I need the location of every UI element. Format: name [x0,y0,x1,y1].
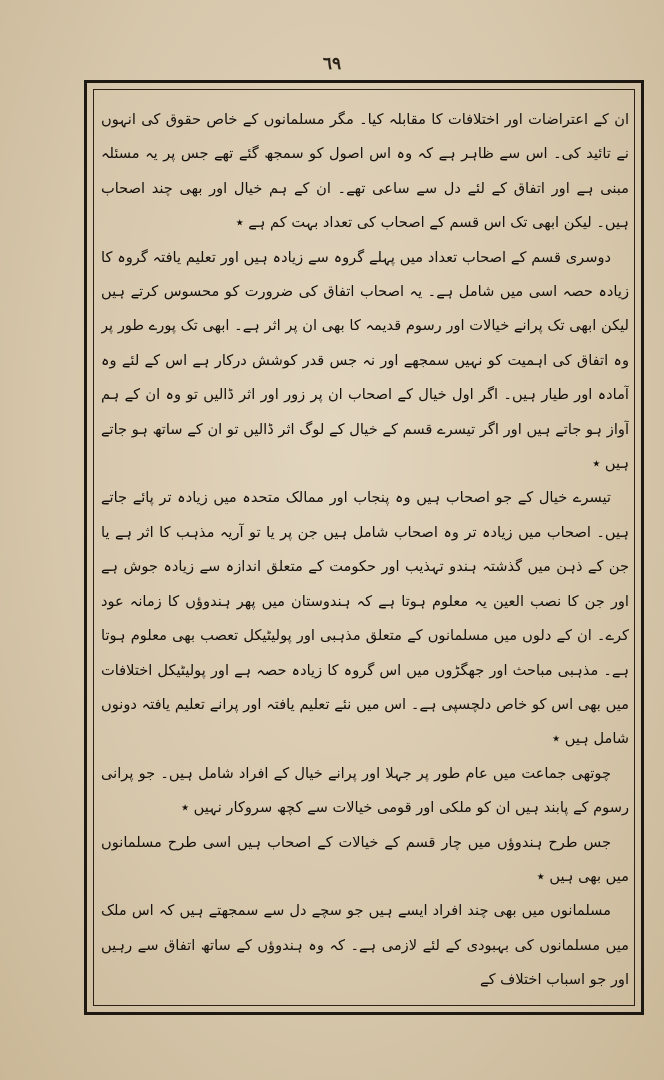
paragraph-3: تیسرے خیال کے جو اصحاب ہیں وہ پنجاب اور ممالک متحدہ میں زیادہ تر پائے جاتے ہیں۔ اصحاب میں زیادہ تر وہ اصحاب شامل ہیں جن پر یا تو آریہ مذہب کا اثر ہے یا جن کے ذہن میں گذشتہ ہندو تہذیب اور حکومت کے متعلق اندازہ سے زیادہ جوش ہے اور جن کا نصب العین یہ معلوم ہوتا ہے کہ ہندوستان میں پھر ہندوؤں کا زمانہ عود کرے۔ ان کے دلوں میں مسلمانوں کے متعلق مذہبی اور پولیٹیکل تعصب بھی معلوم ہوتا ہے۔ مذہبی مباحث اور جھگڑوں میں اس گروہ کا زیادہ حصہ ہے اور پولیٹیکل اختلافات میں بھی اس کو خاص دلچسپی ہے۔ اس میں نئے تعلیم یافتہ اور پرانے تعلیم یافتہ دونوں شامل ہیں ٭ [101,489,629,748]
paragraph-1: ان کے اعتراضات اور اختلافات کا مقابلہ کیا۔ مگر مسلمانوں کے خاص حقوق کی انہوں نے تائید کی۔ اس سے ظاہر ہے کہ وہ اس اصول کو سمجھ گئے تھے جس پر یہ مسئلہ مبنی ہے اور اتفاق کے لئے دل سے ساعی تھے۔ ان کے ہم خیال اور بھی چند اصحاب ہیں۔ لیکن ابھی تک اس قسم کے اصحاب کی تعداد بہت کم ہے ٭ [101,111,629,232]
page-number: ٦٩ [322,54,342,74]
paragraph-5: جس طرح ہندوؤں میں چار قسم کے خیالات کے اصحاب ہیں اسی طرح مسلمانوں میں بھی ہیں ٭ [101,833,629,885]
body-text [101,103,629,1004]
paragraph-2: دوسری قسم کے اصحاب تعداد میں پہلے گروہ سے زیادہ ہیں اور تعلیم یافتہ گروہ کا زیادہ حصہ اسی میں شامل ہے۔ یہ اصحاب اتفاق کی ضرورت کو محسوس کرتے ہیں لیکن ابھی تک پرانے خیالات اور رسوم قدیمہ کا بھی ان پر اثر ہے۔ ابھی تک پورے طور پر وہ اتفاق کی اہمیت کو نہیں سمجھے اور نہ جس قدر کوشش درکار ہے اس کے لئے وہ آمادہ اور طیار ہیں۔ اگر اول خیال کے اصحاب ان پر زور اور اثر ڈالیں تو وہ ان کے ہم آواز ہو جاتے ہیں اور اگر تیسرے قسم کے خیال کے لوگ اثر ڈالیں تو ان کے ساتھ ہو جاتے ہیں ٭ [101,248,629,473]
paragraph-6: مسلمانوں میں بھی چند افراد ایسے ہیں جو سچے دل سے سمجھتے ہیں کہ اس ملک میں مسلمانوں کی بہبودی کے لئے لازمی ہے۔ کہ وہ ہندوؤں کے ساتھ اتفاق سے رہیں اور جو اسباب اختلاف کے [101,902,629,989]
paragraph-4: چوتھی جماعت میں عام طور پر جہلا اور پرانے خیال کے افراد شامل ہیں۔ جو پرانی رسوم کے پابند ہیں ان کو ملکی اور قومی خیالات سے کچھ سروکار نہیں ٭ [101,764,629,817]
page-border-frame [84,80,644,1015]
